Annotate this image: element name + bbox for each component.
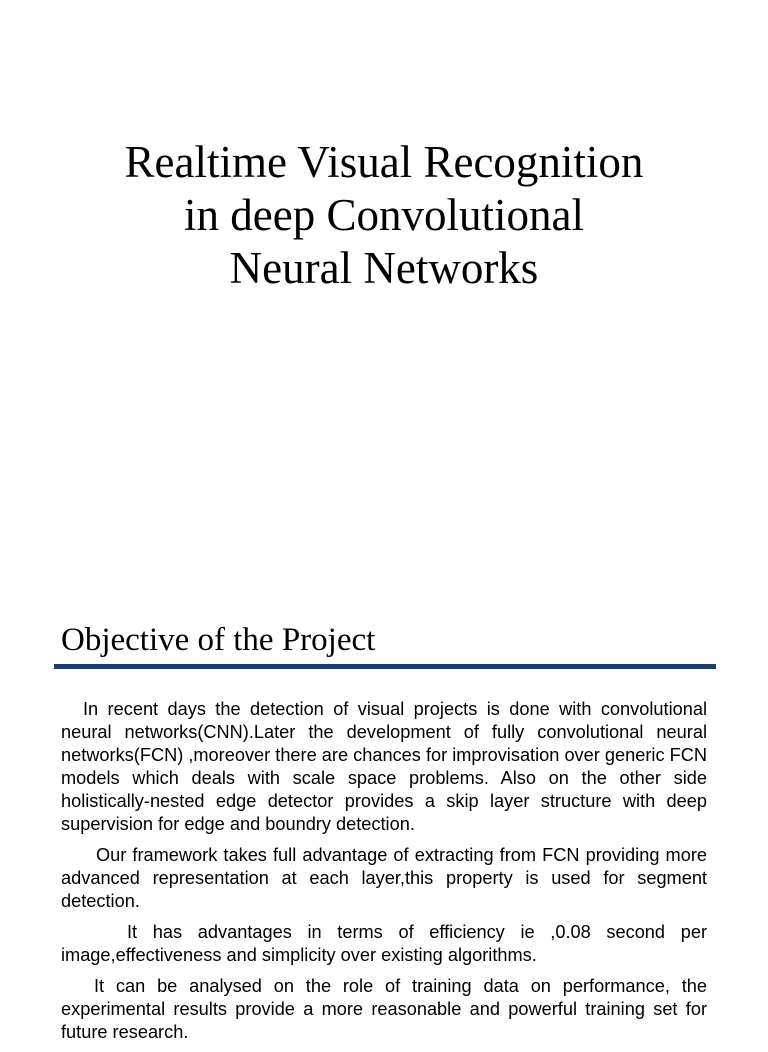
objective-heading: Objective of the Project xyxy=(61,622,376,658)
objective-paragraph: It has advantages in terms of efficiency ie ,0.08 second per image,effectiveness and simplicity over existing algorithms. xyxy=(61,922,707,965)
slide-title-line: Neural Networks xyxy=(229,243,539,293)
objective-body xyxy=(61,698,707,1052)
objective-paragraph: It can be analysed on the role of training data on performance, the experimental results provide a more reasonable and powerful training set for future research. xyxy=(61,976,707,1042)
slide-title xyxy=(40,136,728,295)
slide-title-line: Realtime Visual Recognition xyxy=(124,137,644,187)
objective-paragraph: In recent days the detection of visual projects is done with convolutional neural networks(CNN).Later the development of fully convolutional neural networks(FCN) ,moreover there are chances for improvisation over generic FCN models which deals with scale space problems. Also on the other side holistically-nested edge detector provides a skip layer structure with deep supervision for edge and boundry detection. xyxy=(61,699,707,834)
objective-paragraph: Our framework takes full advantage of extracting from FCN providing more advanced representation at each layer,this property is used for segment detection. xyxy=(61,845,707,911)
objective-slide xyxy=(0,600,768,1042)
heading-divider xyxy=(54,664,716,669)
slide-title-line: in deep Convolutional xyxy=(184,190,584,240)
